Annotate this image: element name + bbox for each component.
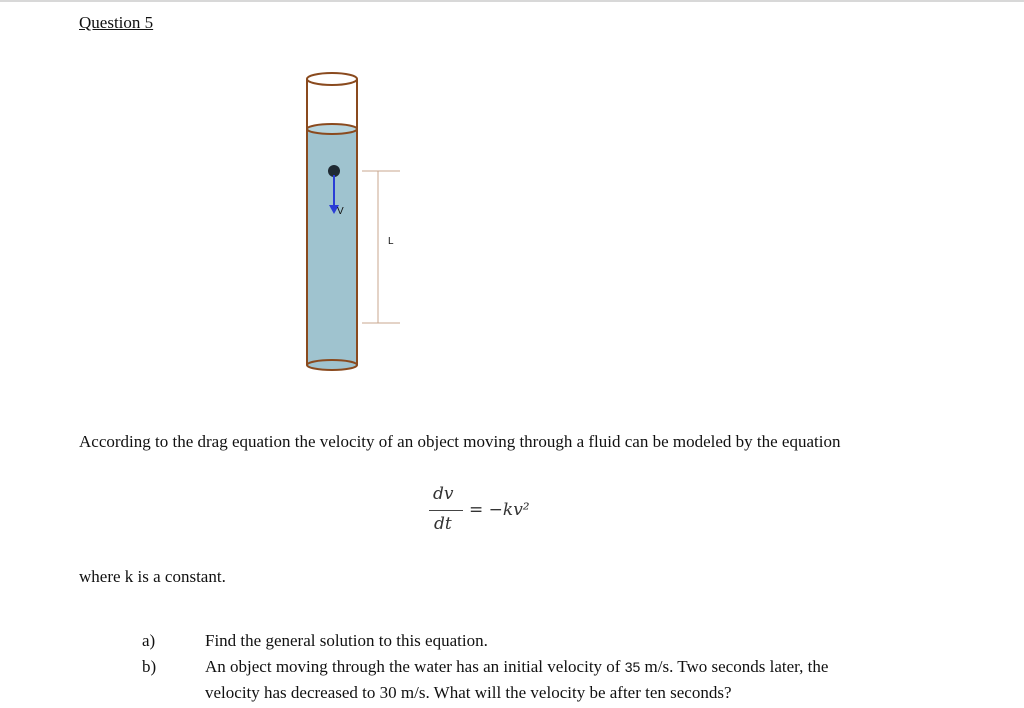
part-b-line2: velocity has decreased to 30 m/s. What will the velocity be after ten seconds? xyxy=(205,683,732,702)
top-border xyxy=(0,0,1024,2)
initial-velocity-value: 35 xyxy=(624,659,641,675)
tube-upper xyxy=(307,79,357,129)
tube-rim xyxy=(307,73,357,85)
length-label: L xyxy=(388,236,394,247)
question-title: Question 5 xyxy=(79,13,154,32)
equation-rhs: = −kv² xyxy=(469,500,530,520)
fluid-surface xyxy=(307,124,357,134)
part-a-label: a) xyxy=(142,631,156,650)
cylinder-diagram xyxy=(290,65,420,375)
equation-denominator: dt xyxy=(434,514,452,534)
part-b-line1-start: An object moving through the water has an initial velocity of xyxy=(205,657,625,676)
drag-equation xyxy=(425,484,565,544)
velocity-label: V xyxy=(337,206,344,217)
where-clause: where k is a constant. xyxy=(79,567,226,586)
part-b-label: b) xyxy=(142,657,157,676)
part-a-text: Find the general solution to this equation. xyxy=(205,631,488,650)
equation-numerator: dv xyxy=(433,484,454,504)
intro-paragraph: According to the drag equation the velocity of an object moving through a fluid can be modeled by the equation xyxy=(79,432,841,451)
fluid-column xyxy=(307,129,357,365)
fraction-bar xyxy=(429,510,463,511)
tube-bottom xyxy=(307,360,357,370)
part-b-line1-end: m/s. Two seconds later, the xyxy=(640,657,829,676)
part-b-line1 xyxy=(205,657,828,677)
